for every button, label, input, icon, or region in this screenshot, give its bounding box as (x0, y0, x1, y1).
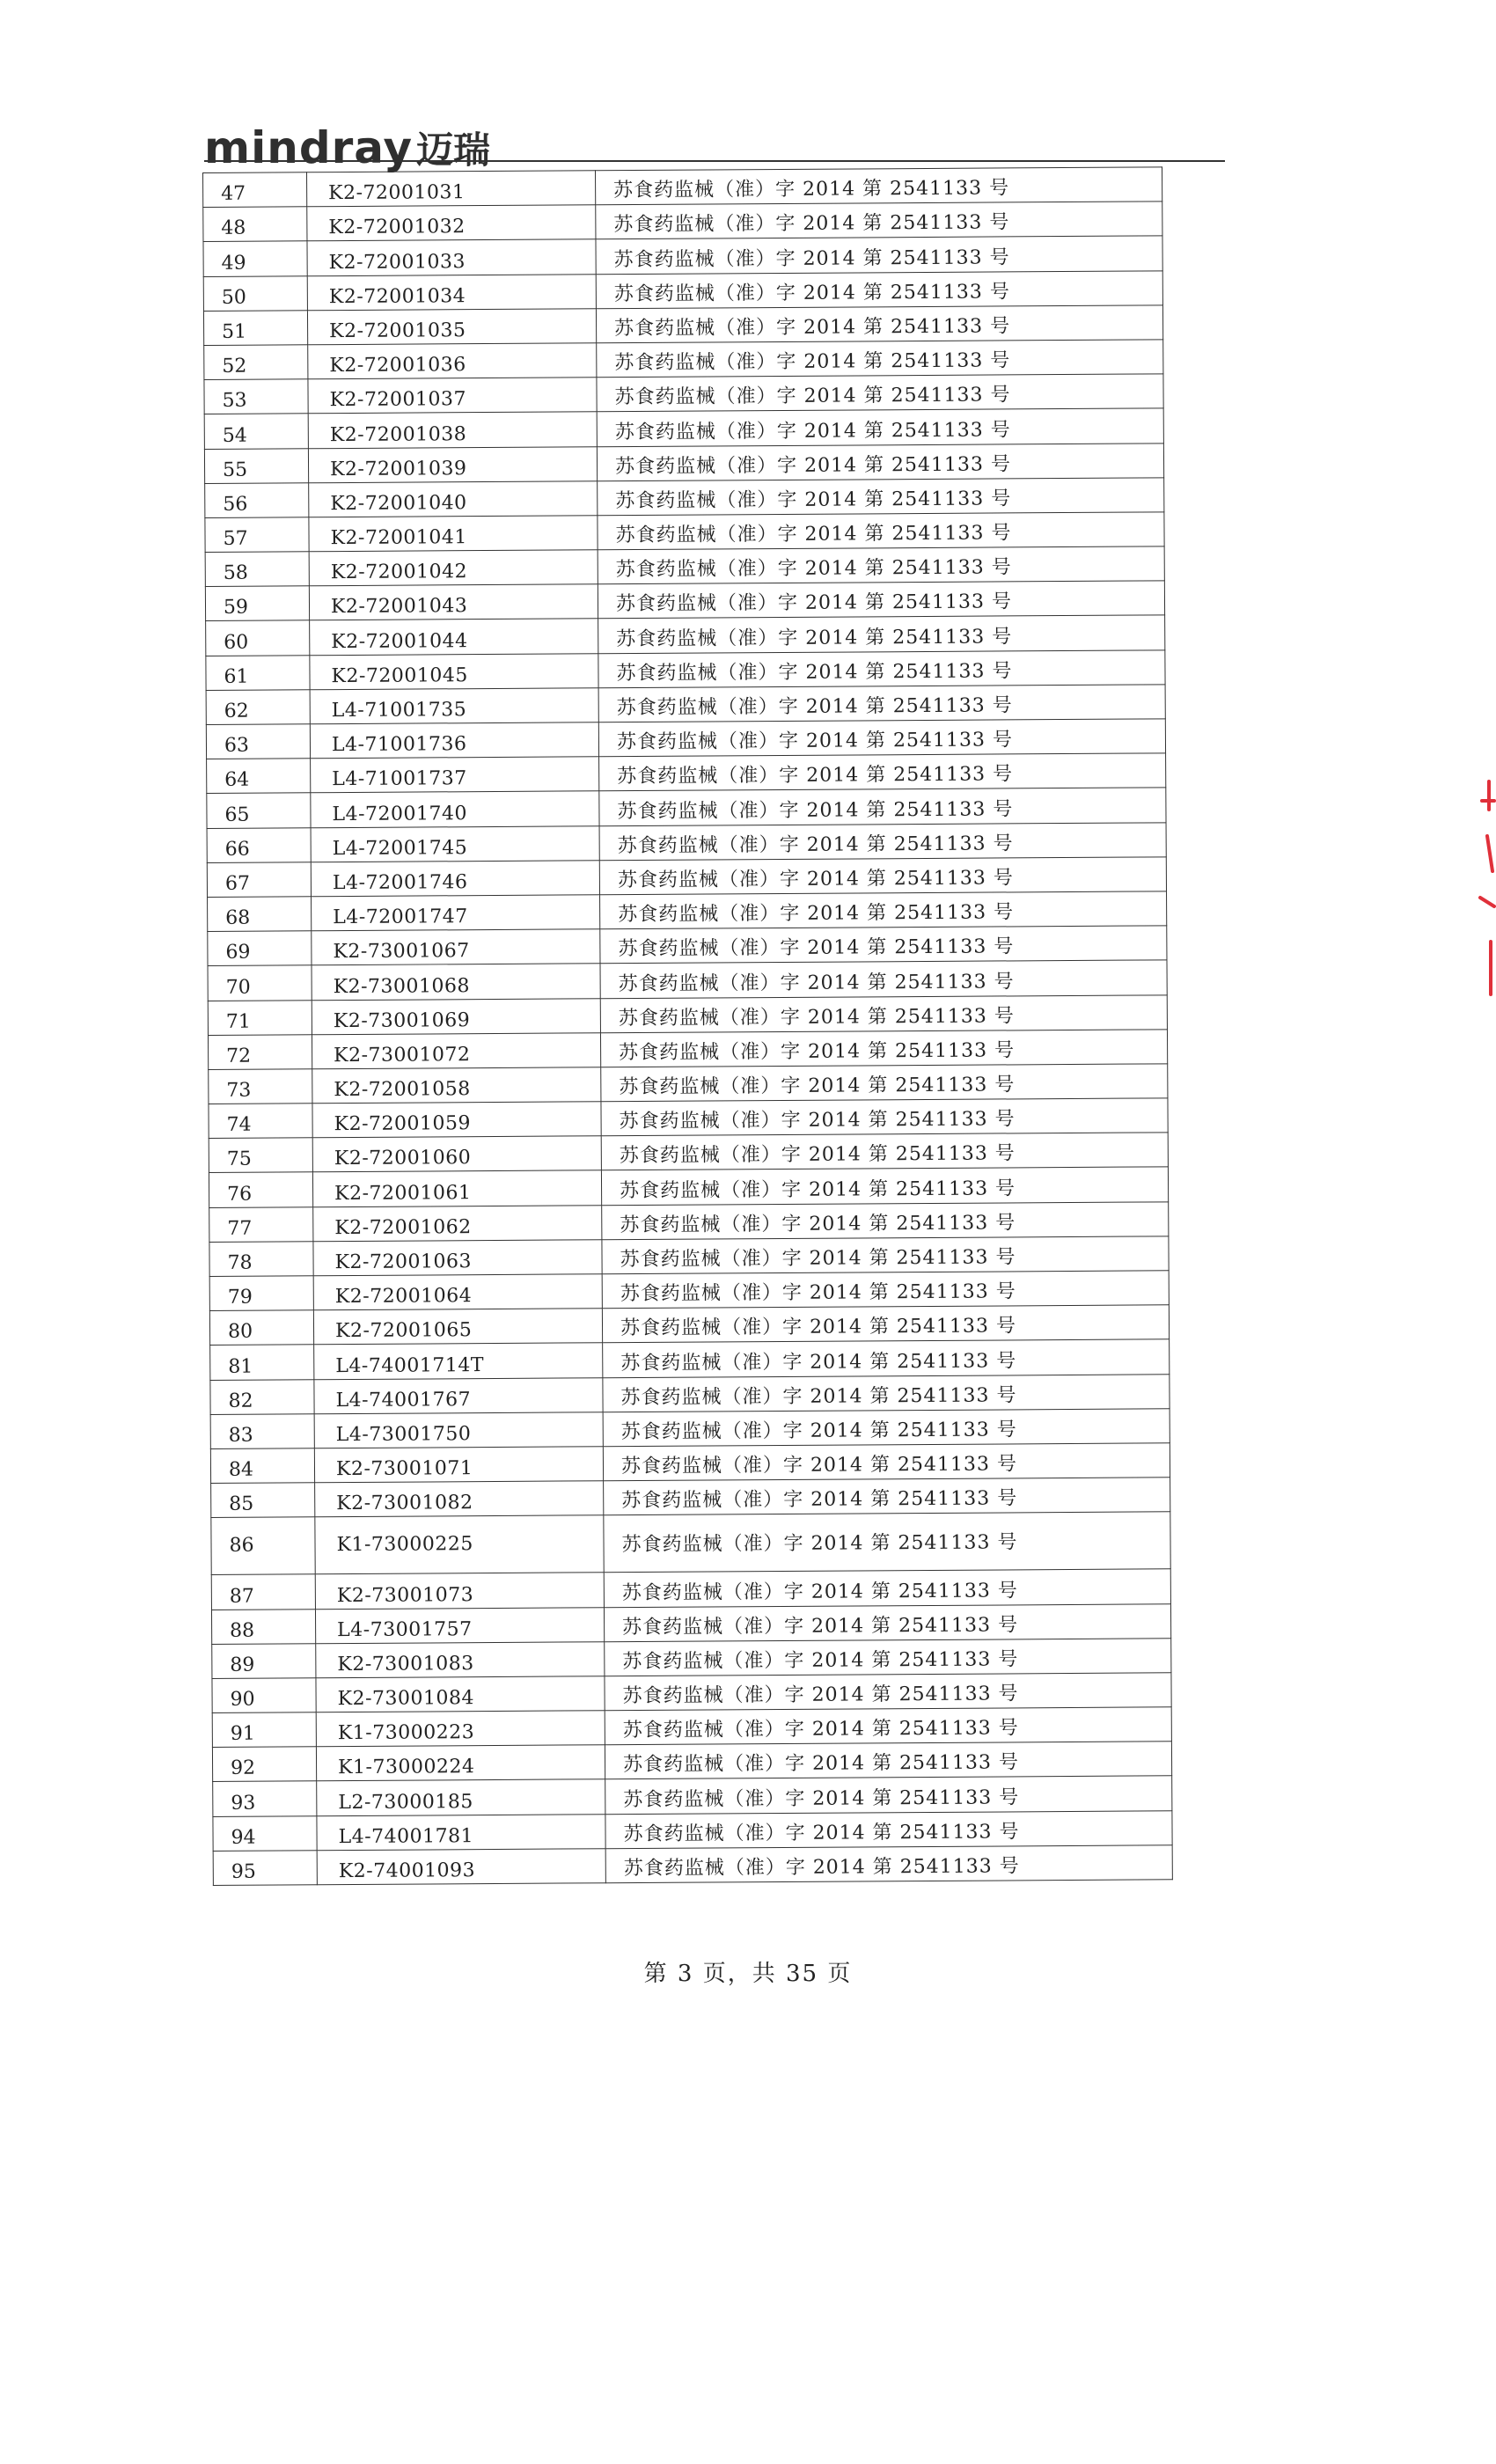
product-code-cell: K2-72001062 (313, 1205, 602, 1241)
row-number-cell: 68 (208, 897, 312, 932)
table-row (208, 1030, 1167, 1070)
registration-number-cell: 苏食药监械（准）字 2014 第 2541133 号 (605, 1845, 1172, 1883)
row-number-cell: 59 (205, 586, 309, 621)
product-code-cell: L4-74001767 (314, 1377, 603, 1413)
product-code-cell: K2-73001084 (316, 1676, 605, 1712)
product-code-cell: K2-72001044 (310, 619, 598, 655)
table-row (204, 443, 1163, 483)
product-code-cell: K2-73001083 (316, 1641, 605, 1677)
row-number-cell: 69 (208, 931, 312, 966)
row-number-cell: 63 (206, 724, 310, 759)
table-row (208, 891, 1167, 932)
registration-number-cell: 苏食药监械（准）字 2014 第 2541133 号 (605, 1776, 1172, 1814)
registration-number-cell: 苏食药监械（准）字 2014 第 2541133 号 (605, 1707, 1171, 1745)
registration-number-cell: 苏食药监械（准）字 2014 第 2541133 号 (601, 1133, 1168, 1170)
table-row (208, 994, 1167, 1035)
registration-number-cell: 苏食药监械（准）字 2014 第 2541133 号 (598, 615, 1165, 653)
table-row (212, 1638, 1171, 1678)
table-row (209, 1305, 1169, 1346)
product-code-cell: L4-72001740 (311, 791, 599, 827)
table-row (212, 1707, 1171, 1748)
product-code-cell: L4-72001747 (312, 895, 600, 931)
table-row (206, 719, 1165, 759)
table-row (208, 926, 1167, 966)
row-number-cell: 82 (210, 1379, 314, 1414)
product-code-cell: K2-72001040 (309, 480, 598, 517)
registration-number-cell: 苏食药监械（准）字 2014 第 2541133 号 (599, 753, 1166, 791)
product-code-cell: K2-73001068 (312, 964, 600, 1000)
table-row (204, 374, 1163, 414)
registration-number-cell: 苏食药监械（准）字 2014 第 2541133 号 (603, 1339, 1170, 1377)
table-row (211, 1478, 1170, 1518)
row-number-cell: 70 (208, 965, 312, 1001)
registration-number-cell: 苏食药监械（准）字 2014 第 2541133 号 (597, 340, 1163, 378)
registration-number-cell: 苏食药监械（准）字 2014 第 2541133 号 (603, 1443, 1170, 1481)
registration-number-cell: 苏食药监械（准）字 2014 第 2541133 号 (604, 1569, 1170, 1607)
red-stamp-edge (1470, 774, 1496, 1003)
row-number-cell: 74 (209, 1104, 312, 1139)
table-row (203, 270, 1162, 311)
product-code-cell: L4-74001781 (317, 1814, 605, 1850)
registration-number-cell: 苏食药监械（准）字 2014 第 2541133 号 (598, 581, 1164, 619)
registration-number-cell: 苏食药监械（准）字 2014 第 2541133 号 (596, 236, 1162, 274)
row-number-cell: 92 (212, 1747, 316, 1782)
registration-number-cell: 苏食药监械（准）字 2014 第 2541133 号 (600, 960, 1167, 998)
product-code-cell: K2-72001033 (307, 239, 596, 275)
product-code-cell: K2-73001072 (312, 1032, 600, 1068)
registration-number-cell: 苏食药监械（准）字 2014 第 2541133 号 (601, 1098, 1168, 1136)
table-row (209, 1133, 1168, 1173)
product-code-cell: K2-73001073 (315, 1573, 604, 1609)
product-code-cell: K2-73001069 (312, 998, 600, 1034)
row-number-cell: 71 (208, 1000, 312, 1035)
registration-number-cell: 苏食药监械（准）字 2014 第 2541133 号 (598, 719, 1165, 757)
row-number-cell: 67 (207, 862, 311, 898)
product-code-cell: K2-72001064 (313, 1274, 602, 1310)
registration-number-cell: 苏食药监械（准）字 2014 第 2541133 号 (596, 202, 1162, 239)
row-number-cell: 83 (210, 1413, 314, 1448)
row-number-cell: 93 (213, 1781, 317, 1816)
product-code-cell: K2-72001038 (308, 412, 597, 448)
product-code-cell: K2-74001093 (317, 1849, 605, 1885)
registration-number-cell: 苏食药监械（准）字 2014 第 2541133 号 (596, 270, 1162, 308)
table-row (209, 1201, 1169, 1242)
row-number-cell: 81 (210, 1345, 314, 1380)
registration-table (202, 166, 1173, 1886)
table-row (206, 685, 1165, 725)
product-code-cell: K2-72001037 (308, 378, 597, 414)
registration-number-cell: 苏食药监械（准）字 2014 第 2541133 号 (598, 478, 1164, 516)
product-code-cell: K1-73000224 (316, 1745, 605, 1781)
table-row (211, 1569, 1170, 1610)
table-row (211, 1512, 1170, 1575)
registration-number-cell: 苏食药监械（准）字 2014 第 2541133 号 (598, 649, 1165, 687)
table-row (206, 615, 1165, 656)
table-row (205, 546, 1164, 587)
row-number-cell: 77 (209, 1206, 313, 1242)
row-number-cell: 79 (209, 1276, 313, 1311)
table-row (213, 1776, 1172, 1816)
product-code-cell: L4-73001757 (315, 1607, 604, 1643)
registration-number-cell: 苏食药监械（准）字 2014 第 2541133 号 (602, 1201, 1169, 1239)
product-code-cell: L4-71001735 (310, 688, 598, 724)
registration-number-cell: 苏食药监械（准）字 2014 第 2541133 号 (600, 1030, 1167, 1067)
table-row (208, 960, 1167, 1001)
registration-number-cell: 苏食药监械（准）字 2014 第 2541133 号 (595, 167, 1162, 205)
table-row (213, 1845, 1172, 1886)
table-row (213, 1810, 1172, 1851)
row-number-cell: 91 (212, 1712, 316, 1748)
row-number-cell: 55 (204, 448, 308, 483)
registration-number-cell: 苏食药监械（准）字 2014 第 2541133 号 (604, 1603, 1170, 1641)
table-row (209, 1236, 1169, 1277)
registration-number-cell: 苏食药监械（准）字 2014 第 2541133 号 (604, 1512, 1170, 1573)
row-number-cell: 90 (212, 1678, 316, 1713)
product-code-cell: K1-73000223 (316, 1711, 605, 1747)
product-code-cell: K2-73001082 (315, 1481, 604, 1517)
table-row (207, 788, 1166, 828)
row-number-cell: 73 (209, 1069, 312, 1104)
row-number-cell: 64 (207, 759, 311, 794)
registration-number-cell: 苏食药监械（准）字 2014 第 2541133 号 (598, 546, 1164, 584)
product-code-cell: L2-73000185 (317, 1779, 605, 1815)
registration-number-cell: 苏食药监械（准）字 2014 第 2541133 号 (599, 788, 1166, 825)
registration-number-cell: 苏食药监械（准）字 2014 第 2541133 号 (605, 1810, 1172, 1848)
product-code-cell: K2-72001061 (312, 1170, 601, 1206)
product-code-cell: K2-73001071 (314, 1447, 603, 1483)
registration-number-cell: 苏食药监械（准）字 2014 第 2541133 号 (602, 1271, 1169, 1309)
table-row (210, 1339, 1170, 1380)
product-code-cell: L4-72001745 (311, 825, 599, 862)
registration-number-cell: 苏食药监械（准）字 2014 第 2541133 号 (604, 1478, 1170, 1515)
product-code-cell: L4-71001737 (311, 757, 599, 793)
registration-number-cell: 苏食药监械（准）字 2014 第 2541133 号 (600, 926, 1167, 964)
product-code-cell: K2-72001045 (310, 653, 598, 689)
registration-number-cell: 苏食药监械（准）字 2014 第 2541133 号 (605, 1638, 1171, 1676)
registration-number-cell: 苏食药监械（准）字 2014 第 2541133 号 (598, 685, 1165, 722)
table-row (209, 1271, 1169, 1311)
row-number-cell: 54 (204, 414, 308, 449)
product-code-cell: K2-72001042 (309, 550, 598, 586)
row-number-cell: 87 (211, 1574, 315, 1610)
registration-number-cell: 苏食药监械（准）字 2014 第 2541133 号 (603, 1409, 1170, 1447)
row-number-cell: 66 (207, 827, 311, 862)
row-number-cell: 76 (209, 1172, 312, 1207)
product-code-cell: K1-73000225 (315, 1515, 604, 1574)
row-number-cell: 88 (211, 1609, 315, 1644)
product-code-cell: L4-71001736 (310, 722, 598, 759)
product-code-cell: L4-73001750 (314, 1412, 603, 1448)
row-number-cell: 57 (205, 517, 309, 553)
row-number-cell: 86 (211, 1517, 315, 1575)
registration-number-cell: 苏食药监械（准）字 2014 第 2541133 号 (597, 443, 1163, 480)
table-row (207, 857, 1166, 898)
row-number-cell: 75 (209, 1138, 312, 1173)
table-row (207, 753, 1166, 794)
table-row (210, 1409, 1170, 1449)
header-divider (204, 160, 1225, 162)
registration-number-cell: 苏食药监械（准）字 2014 第 2541133 号 (601, 1167, 1168, 1205)
row-number-cell: 48 (203, 207, 307, 242)
row-number-cell: 89 (212, 1643, 316, 1678)
row-number-cell: 47 (203, 172, 307, 208)
table-row (205, 581, 1164, 621)
registration-table-container (202, 166, 1172, 1886)
registration-number-cell: 苏食药监械（准）字 2014 第 2541133 号 (600, 891, 1167, 929)
product-code-cell: K2-72001031 (307, 171, 596, 207)
product-code-cell: K2-72001041 (309, 516, 598, 552)
product-code-cell: K2-72001039 (308, 446, 597, 482)
table-row (211, 1603, 1170, 1644)
row-number-cell: 60 (206, 620, 310, 656)
product-code-cell: K2-72001043 (309, 584, 598, 620)
row-number-cell: 52 (204, 345, 308, 380)
registration-number-cell: 苏食药监械（准）字 2014 第 2541133 号 (602, 1305, 1169, 1343)
registration-number-cell: 苏食药监械（准）字 2014 第 2541133 号 (597, 374, 1163, 412)
registration-number-cell: 苏食药监械（准）字 2014 第 2541133 号 (605, 1673, 1171, 1711)
table-row (206, 649, 1165, 690)
product-code-cell: K2-72001034 (307, 274, 596, 310)
table-row (209, 1098, 1168, 1139)
table-row (210, 1374, 1170, 1414)
product-code-cell: K2-72001058 (312, 1067, 601, 1104)
product-code-cell: K2-72001036 (308, 343, 597, 379)
row-number-cell: 84 (210, 1448, 314, 1484)
table-row (209, 1064, 1168, 1104)
row-number-cell: 53 (204, 379, 308, 414)
table-row (203, 236, 1162, 276)
product-code-cell: K2-72001063 (313, 1240, 602, 1276)
product-code-cell: K2-72001032 (307, 205, 596, 241)
row-number-cell: 78 (209, 1242, 313, 1277)
row-number-cell: 58 (205, 552, 309, 587)
table-row (204, 340, 1163, 380)
logo-latin-text: mindray (204, 122, 414, 173)
product-code-cell: K2-72001035 (307, 309, 596, 345)
registration-number-cell: 苏食药监械（准）字 2014 第 2541133 号 (598, 512, 1164, 550)
product-code-cell: L4-72001746 (311, 861, 599, 897)
product-code-cell: K2-72001060 (312, 1136, 601, 1172)
page-number: 第 3 页，共 35 页 (643, 1961, 853, 1987)
row-number-cell: 62 (206, 690, 310, 725)
row-number-cell: 94 (213, 1815, 317, 1851)
table-row (210, 1443, 1170, 1484)
row-number-cell: 65 (207, 793, 311, 828)
table-row (207, 822, 1166, 862)
registration-number-cell: 苏食药监械（准）字 2014 第 2541133 号 (599, 822, 1166, 860)
table-row (209, 1167, 1168, 1207)
registration-table-body (203, 167, 1173, 1886)
table-row (212, 1673, 1171, 1713)
row-number-cell: 80 (209, 1310, 313, 1346)
product-code-cell: K2-72001059 (312, 1102, 601, 1138)
table-row (203, 167, 1162, 208)
row-number-cell: 85 (211, 1483, 315, 1518)
registration-number-cell: 苏食药监械（准）字 2014 第 2541133 号 (605, 1742, 1171, 1779)
company-logo (204, 121, 490, 172)
registration-number-cell: 苏食药监械（准）字 2014 第 2541133 号 (596, 305, 1162, 343)
logo-cjk-text: 迈瑞 (416, 128, 491, 172)
row-number-cell: 50 (203, 275, 307, 311)
table-row (203, 202, 1162, 242)
registration-number-cell: 苏食药监械（准）字 2014 第 2541133 号 (602, 1236, 1169, 1274)
registration-number-cell: 苏食药监械（准）字 2014 第 2541133 号 (600, 994, 1167, 1032)
row-number-cell: 95 (213, 1851, 317, 1886)
row-number-cell: 72 (208, 1034, 312, 1069)
product-code-cell: K2-72001065 (313, 1309, 602, 1345)
row-number-cell: 61 (206, 655, 310, 690)
registration-number-cell: 苏食药监械（准）字 2014 第 2541133 号 (597, 408, 1163, 446)
row-number-cell: 49 (203, 241, 307, 276)
registration-number-cell: 苏食药监械（准）字 2014 第 2541133 号 (603, 1374, 1170, 1412)
row-number-cell: 51 (203, 311, 307, 346)
table-row (203, 305, 1162, 346)
table-row (212, 1742, 1171, 1782)
table-row (205, 478, 1164, 518)
registration-number-cell: 苏食药监械（准）字 2014 第 2541133 号 (601, 1064, 1168, 1102)
table-row (205, 512, 1164, 553)
table-row (204, 408, 1163, 449)
row-number-cell: 56 (205, 482, 309, 517)
product-code-cell: K2-73001067 (312, 929, 600, 965)
registration-number-cell: 苏食药监械（准）字 2014 第 2541133 号 (599, 857, 1166, 895)
product-code-cell: L4-74001714T (314, 1343, 603, 1379)
